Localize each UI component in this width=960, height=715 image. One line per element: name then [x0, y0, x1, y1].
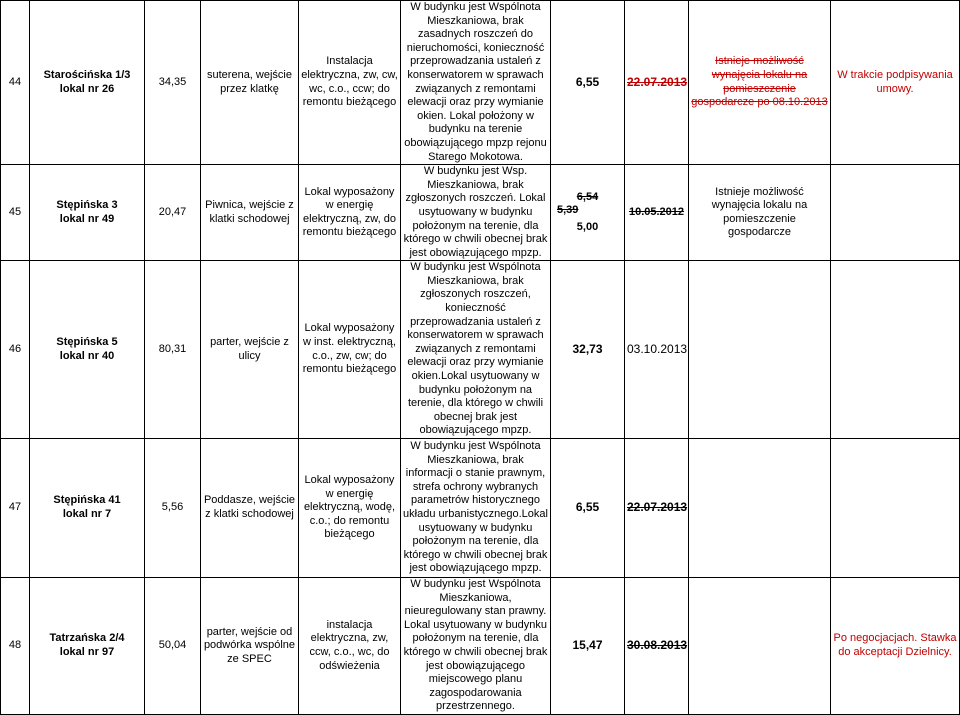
remarks-cell: Istnieje możliwość wynajęcia lokalu na pomieszczenie gospodarcze — [689, 165, 831, 261]
utilities-cell: Lokal wyposażony w inst. elektryczną, c.o., zw, cw; do remontu bieżącego — [299, 261, 401, 439]
status-cell — [831, 439, 960, 578]
date-cell: 22.07.2013 — [625, 439, 689, 578]
remarks-cell: Istnieje możliwość wynajęcia lokalu na pomieszczenie gospodarcze po 08.10.2013 — [689, 1, 831, 165]
location-cell: Piwnica, wejście z klatki schodowej — [201, 165, 299, 261]
row-number: 44 — [1, 1, 30, 165]
address-unit: lokal nr 26 — [59, 82, 115, 95]
utilities-cell: Lokal wyposażony w energię elektryczną, zw, do remontu bieżącego — [299, 165, 401, 261]
location-cell: suterena, wejście przez klatkę — [201, 1, 299, 165]
date-cell: 30.08.2013 — [625, 578, 689, 715]
date-cell: 22.07.2013 — [625, 1, 689, 165]
row-number: 48 — [1, 578, 30, 715]
address-unit: lokal nr 7 — [62, 508, 112, 520]
rate-old-1: 6,54 — [576, 190, 599, 203]
row-number: 45 — [1, 165, 30, 261]
address-unit: lokal nr 97 — [59, 645, 115, 658]
date-cell: 03.10.2013 — [625, 261, 689, 439]
address-street: Tatrzańska 2/4 — [49, 632, 125, 645]
notes-cell: W budynku jest Wsp. Mieszkaniowa, brak zgłoszonych roszczeń. Lokal usytuowany w budynku położonym na terenie, dla którego w chwili obecnej brak jest obowiązującego mpzp. — [401, 165, 551, 261]
rate-cell — [551, 165, 625, 261]
notes-cell: W budynku jest Wspólnota Mieszkaniowa, nieuregulowany stan prawny. Lokal usytuowany w budynku położonym na terenie, dla którego w chwili obecnej brak jest obowiązującego miejscowego planu zagospodarowania przestrzennego. — [401, 578, 551, 715]
utilities-cell: instalacja elektryczna, zw, ccw, c.o., wc, do odświeżenia — [299, 578, 401, 715]
address-cell — [30, 439, 145, 578]
location-cell: parter, wejście od podwórka wspólne ze SPEC — [201, 578, 299, 715]
notes-cell: W budynku jest Wspólnota Mieszkaniowa, brak informacji o stanie prawnym, strefa ochrony wybranych parametrów historycznego układu urbanistycznego.Lokal usytuowany w budynku położonym na terenie, dla którego w chwili obecnej brak jest obowiązującego mpzp. — [401, 439, 551, 578]
table-row — [1, 439, 960, 578]
area-cell: 50,04 — [145, 578, 201, 715]
area-cell: 34,35 — [145, 1, 201, 165]
rate-cell: 6,55 — [551, 1, 625, 165]
remarks-cell — [689, 439, 831, 578]
remarks-cell — [689, 261, 831, 439]
address-cell — [30, 1, 145, 165]
notes-cell: W budynku jest Wspólnota Mieszkaniowa, brak zasadnych roszczeń do nieruchomości, konieczność przeprowadzania ustaleń z konserwatorem w sprawach związanych z remontami elewacji oraz przy wymianie okien. Lokal położony w budynku na terenie obowiązującego mpzp rejonu Starego Mokotowa. — [401, 1, 551, 165]
area-cell: 20,47 — [145, 165, 201, 261]
rate-current: 5,00 — [576, 221, 599, 233]
address-street: Stępińska 5 — [56, 336, 118, 349]
address-street: Stępińska 41 — [53, 494, 121, 507]
status-cell — [831, 261, 960, 439]
rate-cell: 15,47 — [551, 578, 625, 715]
address-street: Stępińska 3 — [56, 199, 118, 212]
location-cell: parter, wejście z ulicy — [201, 261, 299, 439]
date-cell: 10.05.2012 — [625, 165, 689, 261]
address-cell — [30, 261, 145, 439]
utilities-cell: Lokal wyposażony w energię elektryczną, wodę, c.o.; do remontu bieżącego — [299, 439, 401, 578]
location-cell: Poddasze, wejście z klatki schodowej — [201, 439, 299, 578]
address-street: Starościńska 1/3 — [43, 68, 131, 81]
rate-cell: 32,73 — [551, 261, 625, 439]
table-row — [1, 261, 960, 439]
rate-old-2: 5,39 — [557, 204, 579, 217]
status-cell: W trakcie podpisywania umowy. — [831, 1, 960, 165]
address-cell — [30, 165, 145, 261]
remarks-cell — [689, 578, 831, 715]
area-cell: 5,56 — [145, 439, 201, 578]
address-unit: lokal nr 40 — [59, 349, 115, 362]
utilities-cell: Instalacja elektryczna, zw, cw, wc, c.o., ccw; do remontu bieżącego — [299, 1, 401, 165]
table-row — [1, 578, 960, 715]
row-number: 47 — [1, 439, 30, 578]
address-unit: lokal nr 49 — [59, 212, 115, 225]
rate-cell: 6,55 — [551, 439, 625, 578]
address-cell — [30, 578, 145, 715]
notes-cell: W budynku jest Wspólnota Mieszkaniowa, brak zgłoszonych roszczeń, konieczność przeprowadzania ustaleń z konserwatorem w sprawach związanych z remontami elewacji oraz przy wymianie okien.Lokal usytuowany w budynku położonym na terenie, dla którego w chwili obecnej brak jest obowiązującego mpzp. — [401, 261, 551, 439]
area-cell: 80,31 — [145, 261, 201, 439]
table-row — [1, 1, 960, 165]
table-row — [1, 165, 960, 261]
status-cell: Po negocjacjach. Stawka do akceptacji Dzielnicy. — [831, 578, 960, 715]
status-cell — [831, 165, 960, 261]
row-number: 46 — [1, 261, 30, 439]
